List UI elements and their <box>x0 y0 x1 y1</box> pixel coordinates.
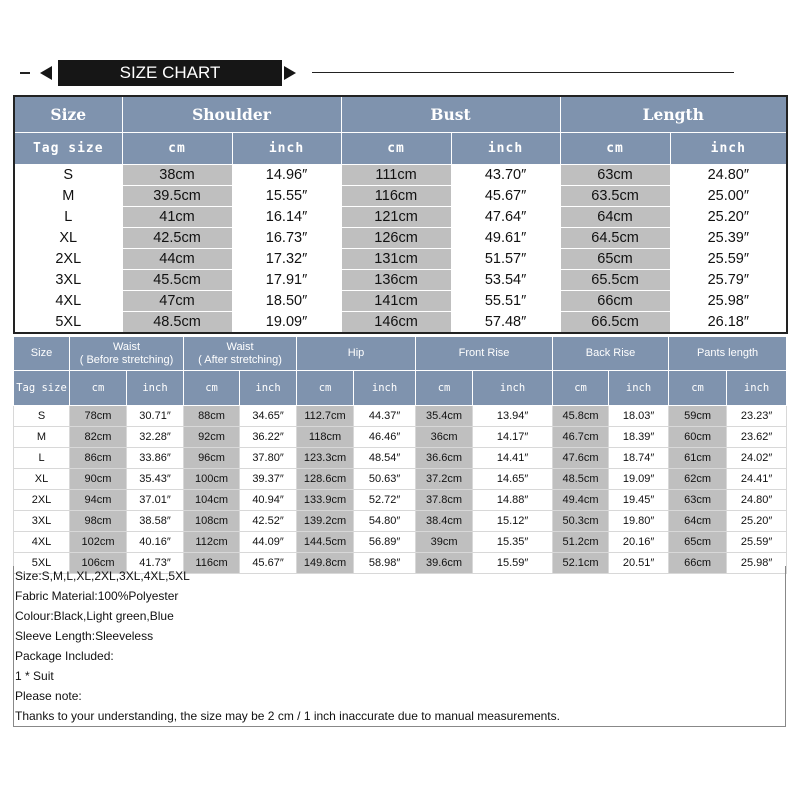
table-cell: 61cm <box>669 448 727 469</box>
table-cell: 25.98″ <box>670 291 787 312</box>
table-cell: 144.5cm <box>297 532 354 553</box>
table-cell: 94cm <box>70 490 127 511</box>
size-cell: 3XL <box>14 270 122 291</box>
subheader-inch: inch <box>473 371 553 406</box>
table-cell: 63cm <box>669 490 727 511</box>
table-cell: 88cm <box>184 406 240 427</box>
note-line: Size:S,M,L,XL,2XL,3XL,4XL,5XL <box>15 569 190 583</box>
subheader-inch: inch <box>609 371 669 406</box>
note-line: 1 * Suit <box>15 669 54 683</box>
table-cell: 41cm <box>122 207 232 228</box>
table-cell: 49.61″ <box>451 228 560 249</box>
table-cell: 52.1cm <box>553 553 609 574</box>
table-cell: 15.12″ <box>473 511 553 532</box>
table-cell: 131cm <box>341 249 451 270</box>
table-row <box>14 511 787 532</box>
table-cell: 82cm <box>70 427 127 448</box>
top-size-table <box>13 95 788 334</box>
note-line: Thanks to your understanding, the size may be 2 cm / 1 inch inaccurate due to manual measurements. <box>15 709 560 723</box>
table-cell: 25.39″ <box>670 228 787 249</box>
table-cell: 56.89″ <box>354 532 416 553</box>
table-row <box>14 165 787 186</box>
table-cell: 17.32″ <box>232 249 341 270</box>
table-cell: 78cm <box>70 406 127 427</box>
table-cell: 14.88″ <box>473 490 553 511</box>
size-cell: 4XL <box>14 532 70 553</box>
table-row <box>14 312 787 334</box>
subheader-cm: cm <box>297 371 354 406</box>
table-row <box>14 448 787 469</box>
header-size: Size <box>14 96 122 133</box>
table-cell: 133.9cm <box>297 490 354 511</box>
table-cell: 37.2cm <box>416 469 473 490</box>
table-cell: 66cm <box>669 553 727 574</box>
table-cell: 92cm <box>184 427 240 448</box>
header-waist-after-line1: Waist <box>226 340 254 353</box>
note-line: Colour:Black,Light green,Blue <box>15 609 174 623</box>
table-cell: 118cm <box>297 427 354 448</box>
size-chart-title: SIZE CHART <box>58 60 282 86</box>
table-cell: 50.3cm <box>553 511 609 532</box>
table-cell: 14.65″ <box>473 469 553 490</box>
table-cell: 39.6cm <box>416 553 473 574</box>
size-cell: XL <box>14 469 70 490</box>
subheader-inch: inch <box>232 133 341 165</box>
size-cell: 2XL <box>14 249 122 270</box>
subheader-inch: inch <box>240 371 297 406</box>
table-cell: 18.74″ <box>609 448 669 469</box>
subheader-cm: cm <box>416 371 473 406</box>
table-cell: 38cm <box>122 165 232 186</box>
header-pants-length: Pants length <box>669 337 787 371</box>
size-cell: L <box>14 448 70 469</box>
size-cell: 5XL <box>14 312 122 334</box>
table-cell: 17.91″ <box>232 270 341 291</box>
table-cell: 121cm <box>341 207 451 228</box>
table-cell: 96cm <box>184 448 240 469</box>
header-waist-after-stretching <box>184 337 297 371</box>
subheader-inch: inch <box>727 371 787 406</box>
table-cell: 116cm <box>184 553 240 574</box>
subheader-tag-size: Tag size <box>14 133 122 165</box>
table-cell: 24.41″ <box>727 469 787 490</box>
size-cell: 4XL <box>14 291 122 312</box>
table-cell: 25.20″ <box>727 511 787 532</box>
table-cell: 24.80″ <box>727 490 787 511</box>
subheader-cm: cm <box>553 371 609 406</box>
table-cell: 15.55″ <box>232 186 341 207</box>
table-cell: 63cm <box>560 165 670 186</box>
table-cell: 25.98″ <box>727 553 787 574</box>
product-notes <box>13 566 786 727</box>
table-cell: 51.2cm <box>553 532 609 553</box>
table-cell: 44.09″ <box>240 532 297 553</box>
header-waist-before-line2: ( Before stretching) <box>79 353 174 366</box>
table-cell: 59cm <box>669 406 727 427</box>
table-cell: 20.16″ <box>609 532 669 553</box>
size-cell: L <box>14 207 122 228</box>
subheader-tag-size: Tag size <box>14 371 70 406</box>
table-cell: 47.6cm <box>553 448 609 469</box>
table-cell: 48.5cm <box>122 312 232 334</box>
header-waist-before-line1: Waist <box>112 340 141 353</box>
table-cell: 26.18″ <box>670 312 787 334</box>
table-cell: 64.5cm <box>560 228 670 249</box>
table-cell: 38.4cm <box>416 511 473 532</box>
table-cell: 49.4cm <box>553 490 609 511</box>
table-row <box>14 186 787 207</box>
table-row <box>14 406 787 427</box>
table-cell: 112.7cm <box>297 406 354 427</box>
table-cell: 53.54″ <box>451 270 560 291</box>
table-cell: 45.5cm <box>122 270 232 291</box>
table-cell: 37.01″ <box>127 490 184 511</box>
table-cell: 141cm <box>341 291 451 312</box>
table-row <box>14 490 787 511</box>
table-cell: 45.67″ <box>451 186 560 207</box>
table-cell: 65cm <box>560 249 670 270</box>
table-cell: 100cm <box>184 469 240 490</box>
table-cell: 25.00″ <box>670 186 787 207</box>
subheader-inch: inch <box>354 371 416 406</box>
table-cell: 45.67″ <box>240 553 297 574</box>
note-line: Please note: <box>15 689 82 703</box>
table-cell: 23.23″ <box>727 406 787 427</box>
table-cell: 47cm <box>122 291 232 312</box>
subheader-cm: cm <box>70 371 127 406</box>
table-row <box>14 249 787 270</box>
table-cell: 39.37″ <box>240 469 297 490</box>
table-cell: 32.28″ <box>127 427 184 448</box>
table-cell: 42.5cm <box>122 228 232 249</box>
table-cell: 15.35″ <box>473 532 553 553</box>
banner-chevron-left-icon <box>40 66 52 80</box>
table-cell: 106cm <box>70 553 127 574</box>
table-row <box>14 291 787 312</box>
table-cell: 19.09″ <box>232 312 341 334</box>
size-cell: XL <box>14 228 122 249</box>
size-cell: S <box>14 165 122 186</box>
table-cell: 98cm <box>70 511 127 532</box>
table-cell: 55.51″ <box>451 291 560 312</box>
table-cell: 40.16″ <box>127 532 184 553</box>
table-cell: 36cm <box>416 427 473 448</box>
table-cell: 128.6cm <box>297 469 354 490</box>
bottom-size-table <box>13 336 787 574</box>
table-cell: 35.43″ <box>127 469 184 490</box>
table-cell: 51.57″ <box>451 249 560 270</box>
banner-chevron-right-icon <box>284 66 296 80</box>
size-cell: M <box>14 427 70 448</box>
subheader-inch: inch <box>451 133 560 165</box>
table-cell: 146cm <box>341 312 451 334</box>
table-cell: 36.22″ <box>240 427 297 448</box>
table-cell: 20.51″ <box>609 553 669 574</box>
table-cell: 24.02″ <box>727 448 787 469</box>
size-cell: 2XL <box>14 490 70 511</box>
table-cell: 30.71″ <box>127 406 184 427</box>
table-cell: 34.65″ <box>240 406 297 427</box>
table-cell: 25.59″ <box>670 249 787 270</box>
table-cell: 19.45″ <box>609 490 669 511</box>
table-cell: 66cm <box>560 291 670 312</box>
table-cell: 23.62″ <box>727 427 787 448</box>
table-cell: 139.2cm <box>297 511 354 532</box>
table-row <box>14 228 787 249</box>
table-cell: 65.5cm <box>560 270 670 291</box>
table-cell: 43.70″ <box>451 165 560 186</box>
table-cell: 45.8cm <box>553 406 609 427</box>
table-cell: 86cm <box>70 448 127 469</box>
table-cell: 63.5cm <box>560 186 670 207</box>
table-cell: 37.80″ <box>240 448 297 469</box>
table-cell: 65cm <box>669 532 727 553</box>
table-cell: 36.6cm <box>416 448 473 469</box>
size-cell: S <box>14 406 70 427</box>
note-line: Sleeve Length:Sleeveless <box>15 629 154 643</box>
header-hip: Hip <box>297 337 416 371</box>
table-cell: 19.09″ <box>609 469 669 490</box>
table-cell: 44.37″ <box>354 406 416 427</box>
table-cell: 54.80″ <box>354 511 416 532</box>
table-cell: 44cm <box>122 249 232 270</box>
table-cell: 64cm <box>560 207 670 228</box>
header-waist-before-stretching <box>70 337 184 371</box>
table-row <box>14 207 787 228</box>
table-cell: 16.73″ <box>232 228 341 249</box>
subheader-inch: inch <box>127 371 184 406</box>
table-cell: 24.80″ <box>670 165 787 186</box>
table-row <box>14 270 787 291</box>
table-cell: 42.52″ <box>240 511 297 532</box>
table-cell: 58.98″ <box>354 553 416 574</box>
table-cell: 47.64″ <box>451 207 560 228</box>
table-cell: 136cm <box>341 270 451 291</box>
table-cell: 108cm <box>184 511 240 532</box>
table-cell: 18.39″ <box>609 427 669 448</box>
table-cell: 102cm <box>70 532 127 553</box>
subheader-cm: cm <box>341 133 451 165</box>
header-shoulder: Shoulder <box>122 96 341 133</box>
table-cell: 46.46″ <box>354 427 416 448</box>
subheader-cm: cm <box>122 133 232 165</box>
header-size: Size <box>14 337 70 371</box>
size-cell: M <box>14 186 122 207</box>
subheader-cm: cm <box>669 371 727 406</box>
table-cell: 39cm <box>416 532 473 553</box>
table-cell: 38.58″ <box>127 511 184 532</box>
table-cell: 57.48″ <box>451 312 560 334</box>
header-front-rise: Front Rise <box>416 337 553 371</box>
table-cell: 18.50″ <box>232 291 341 312</box>
table-cell: 60cm <box>669 427 727 448</box>
header-waist-after-line2: ( After stretching) <box>198 353 282 366</box>
banner-rule-left <box>20 72 30 74</box>
size-cell: 5XL <box>14 553 70 574</box>
table-cell: 14.17″ <box>473 427 553 448</box>
table-cell: 13.94″ <box>473 406 553 427</box>
table-cell: 15.59″ <box>473 553 553 574</box>
table-cell: 126cm <box>341 228 451 249</box>
table-cell: 116cm <box>341 186 451 207</box>
table-cell: 48.54″ <box>354 448 416 469</box>
size-cell: 3XL <box>14 511 70 532</box>
table-row <box>14 427 787 448</box>
table-cell: 50.63″ <box>354 469 416 490</box>
banner-rule-right <box>312 72 734 73</box>
table-cell: 14.96″ <box>232 165 341 186</box>
table-cell: 19.80″ <box>609 511 669 532</box>
table-cell: 25.79″ <box>670 270 787 291</box>
table-cell: 41.73″ <box>127 553 184 574</box>
header-length: Length <box>560 96 787 133</box>
table-cell: 46.7cm <box>553 427 609 448</box>
table-cell: 112cm <box>184 532 240 553</box>
table-cell: 66.5cm <box>560 312 670 334</box>
table-cell: 25.59″ <box>727 532 787 553</box>
table-cell: 18.03″ <box>609 406 669 427</box>
table-cell: 35.4cm <box>416 406 473 427</box>
table-cell: 62cm <box>669 469 727 490</box>
table-cell: 33.86″ <box>127 448 184 469</box>
table-cell: 40.94″ <box>240 490 297 511</box>
table-cell: 149.8cm <box>297 553 354 574</box>
table-cell: 52.72″ <box>354 490 416 511</box>
table-cell: 104cm <box>184 490 240 511</box>
note-line: Package Included: <box>15 649 114 663</box>
header-back-rise: Back Rise <box>553 337 669 371</box>
table-cell: 123.3cm <box>297 448 354 469</box>
table-cell: 90cm <box>70 469 127 490</box>
table-cell: 25.20″ <box>670 207 787 228</box>
table-cell: 111cm <box>341 165 451 186</box>
table-cell: 64cm <box>669 511 727 532</box>
subheader-cm: cm <box>184 371 240 406</box>
table-row <box>14 532 787 553</box>
header-bust: Bust <box>341 96 560 133</box>
note-line: Fabric Material:100%Polyester <box>15 589 179 603</box>
subheader-cm: cm <box>560 133 670 165</box>
table-cell: 48.5cm <box>553 469 609 490</box>
table-cell: 39.5cm <box>122 186 232 207</box>
subheader-inch: inch <box>670 133 787 165</box>
table-cell: 14.41″ <box>473 448 553 469</box>
table-cell: 37.8cm <box>416 490 473 511</box>
table-cell: 16.14″ <box>232 207 341 228</box>
table-row <box>14 469 787 490</box>
